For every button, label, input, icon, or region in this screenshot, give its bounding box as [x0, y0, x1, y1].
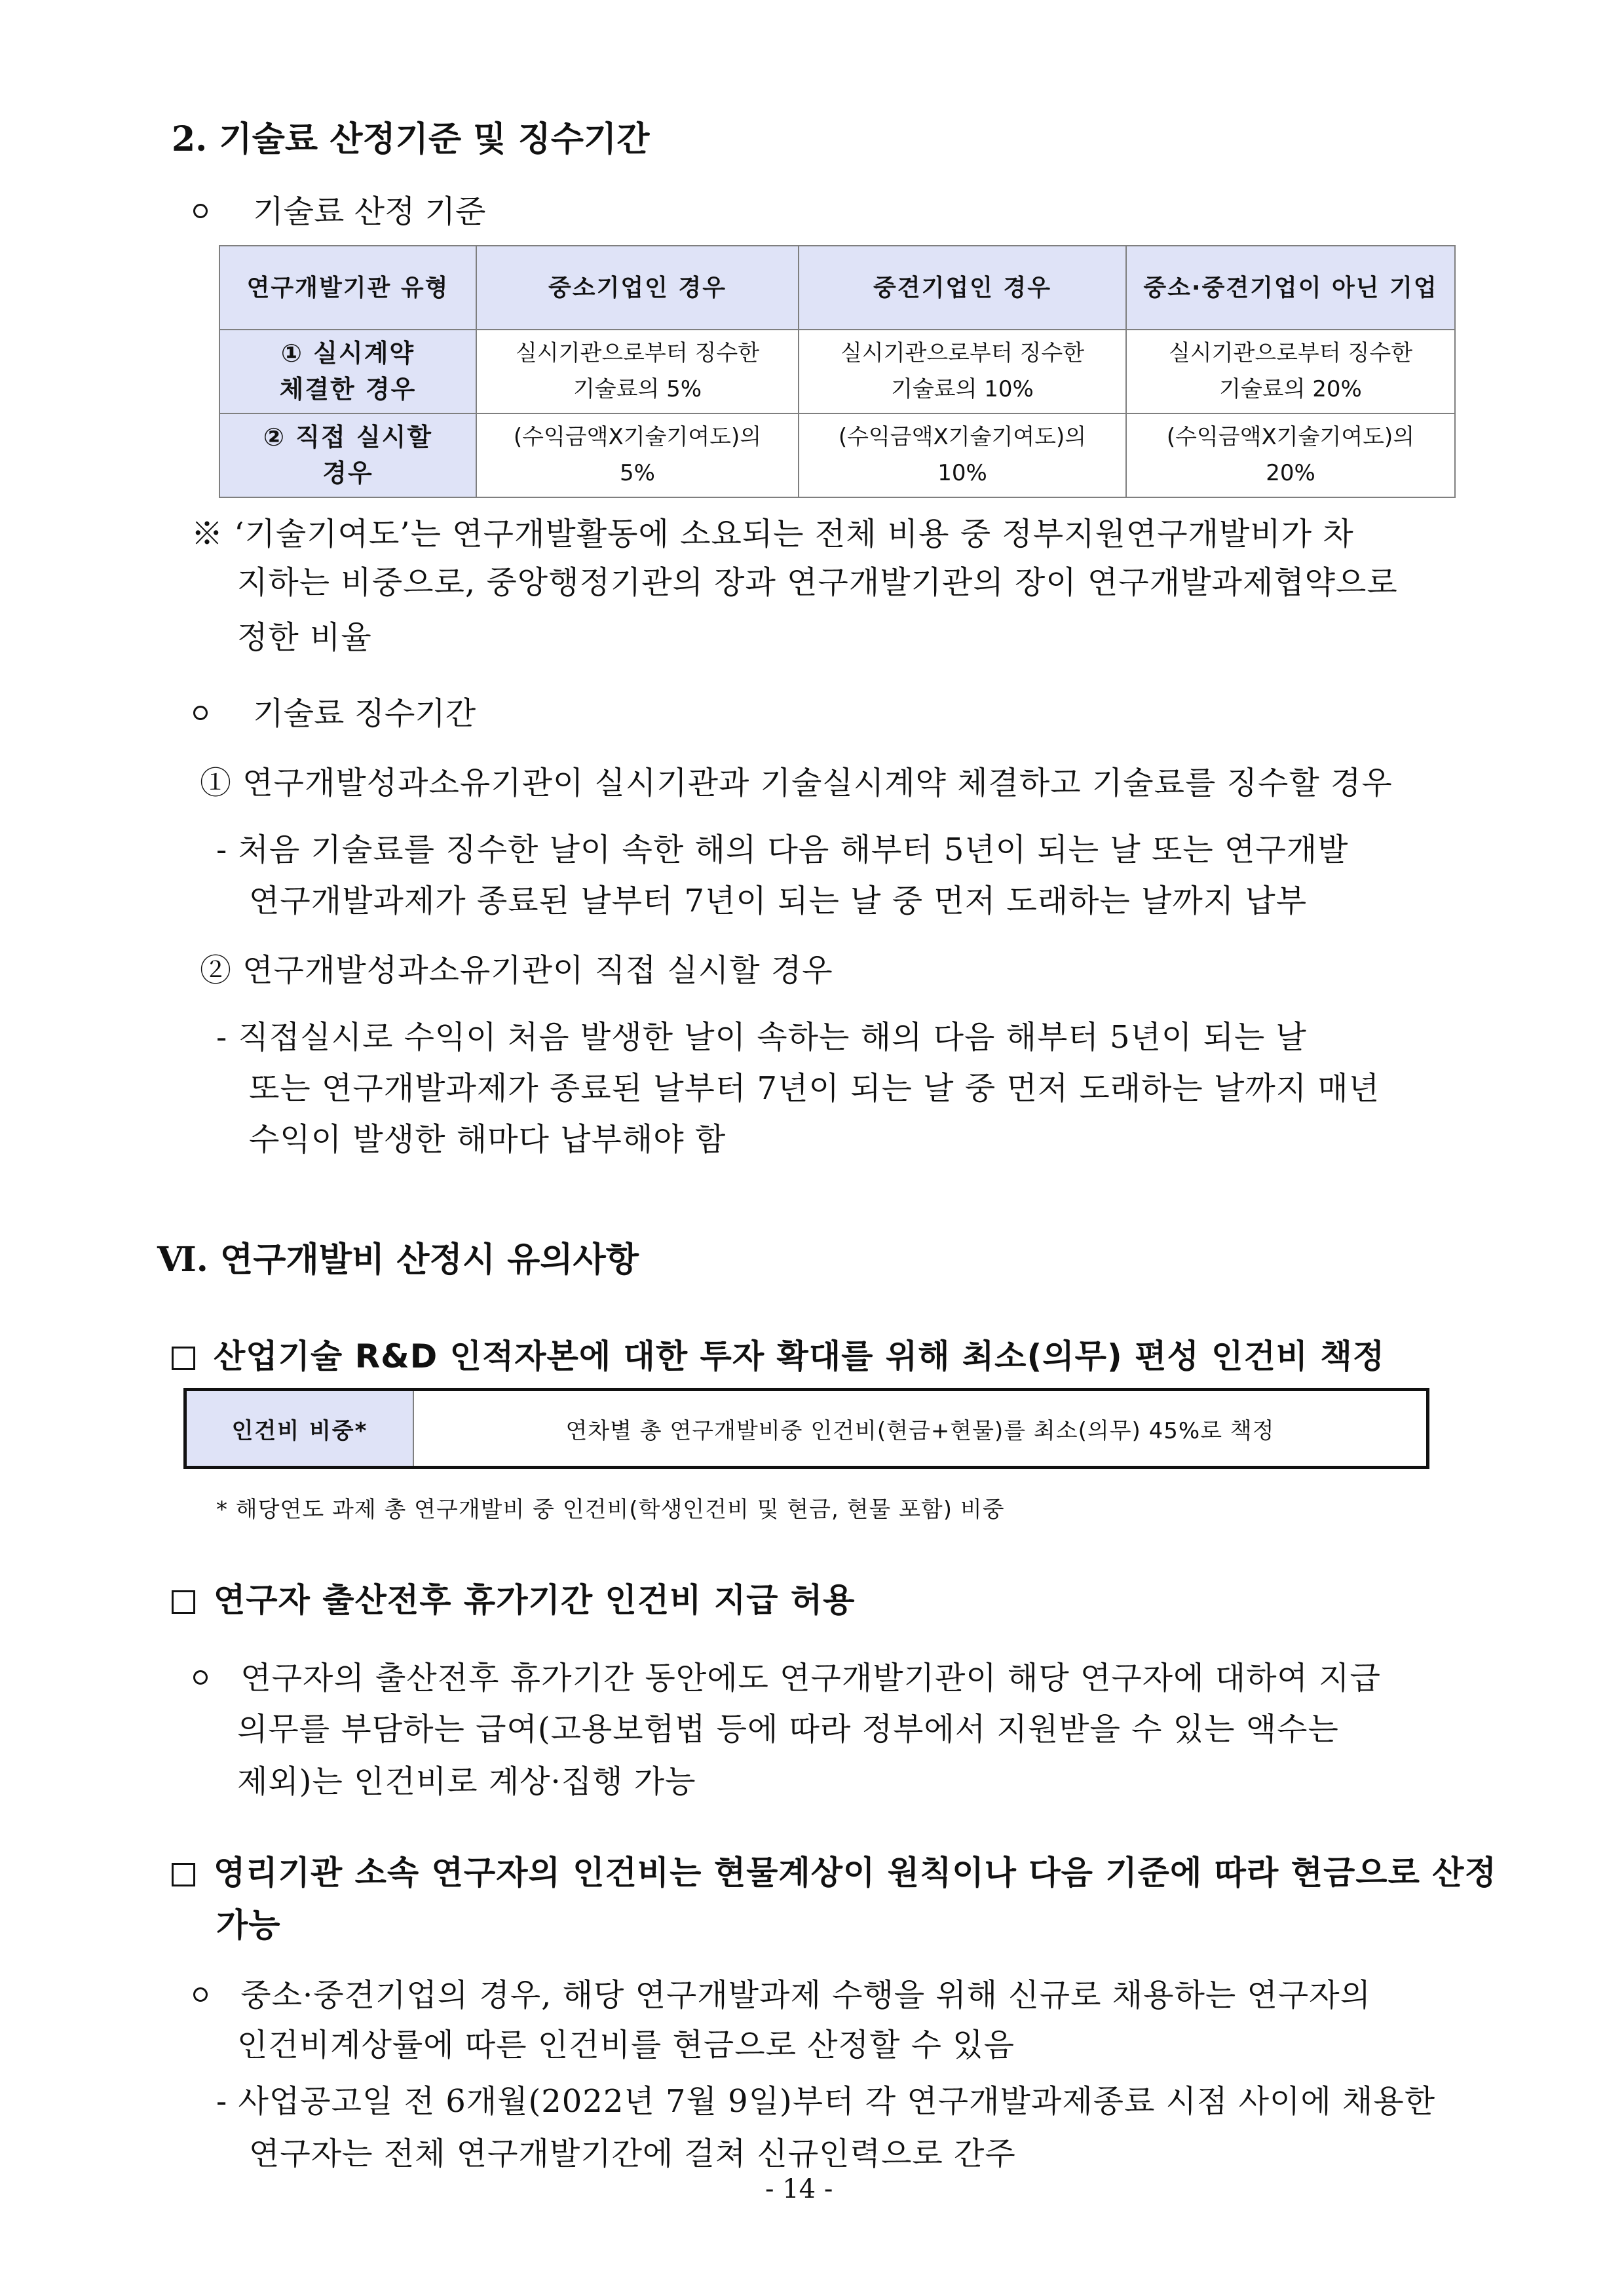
- box2-heading: [172, 1574, 855, 1621]
- table-header-cell: 연구개발기관 유형: [219, 246, 476, 330]
- table-header-cell: 중소기업인 경우: [476, 246, 799, 330]
- checkbox-square-icon: [172, 1590, 195, 1614]
- item2-line: 수익이 발생한 해마다 납부해야 함: [249, 1121, 727, 1158]
- page-number: - 14 -: [765, 2174, 833, 2204]
- item2-line: 또는 연구개발과제가 종료된 날부터 7년이 되는 날 중 먼저 도래하는 날까지 매년: [249, 1070, 1380, 1107]
- table-header-row: [219, 246, 1455, 330]
- table-row: [219, 413, 1455, 497]
- table-cell: 실시기관으로부터 징수한 기술료의 20%: [1126, 330, 1455, 413]
- item2-title: ② 연구개발성과소유기관이 직접 실시할 경우: [200, 952, 833, 989]
- box3-heading: [172, 1846, 1497, 1894]
- box2-line: 제외)는 인건비로 계상·집행 가능: [237, 1763, 696, 1800]
- box2-line: 의무를 부담하는 급여(고용보험법 등에 따라 정부에서 지원받을 수 있는 액수는: [237, 1711, 1339, 1748]
- section-heading: Ⅵ. 연구개발비 산정시 유의사항: [157, 1240, 639, 1280]
- checkbox-square-icon: [172, 1863, 195, 1886]
- box1-heading: [172, 1330, 1385, 1377]
- box3-title: 영리기관 소속 연구자의 인건비는 현물계상이 원칙이나 다음 기준에 따라 현금으로 산정: [214, 1854, 1497, 1892]
- box3-title-cont: 가능: [216, 1906, 281, 1944]
- footnote: * 해당연도 과제 총 연구개발비 중 인건비(학생인건비 및 현금, 현물 포함) 비중: [216, 1497, 1005, 1523]
- box2-title: 연구자 출산전후 휴가기간 인건비 지급 허용: [214, 1581, 856, 1619]
- table-header-cell: 중견기업인 경우: [799, 246, 1126, 330]
- period-subheading: [193, 688, 476, 733]
- circle-bullet-icon: [193, 204, 208, 218]
- table-cell: (수익금액X기술기여도)의 20%: [1126, 413, 1455, 497]
- table-row-label: ② 직접 실시할 경우: [219, 413, 476, 497]
- personnel-ratio-box: [183, 1388, 1429, 1469]
- table-cell: (수익금액X기술기여도)의 5%: [476, 413, 799, 497]
- circle-bullet-icon: [193, 1670, 208, 1685]
- box1-title: 산업기술 R&D 인적자본에 대한 투자 확대를 위해 최소(의무) 편성 인건비 책정: [214, 1337, 1386, 1375]
- table-header-cell: 중소·중견기업이 아닌 기업: [1126, 246, 1455, 330]
- table-cell: 실시기관으로부터 징수한 기술료의 5%: [476, 330, 799, 413]
- royalty-table: [219, 245, 1456, 498]
- section-heading: 2. 기술료 산정기준 및 징수기간: [172, 119, 650, 159]
- personnel-ratio-value: 연차별 총 연구개발비중 인건비(현금+현물)를 최소(의무) 45%로 책정: [565, 1417, 1275, 1444]
- table-cell: 실시기관으로부터 징수한 기술료의 10%: [799, 330, 1126, 413]
- period-title: 기술료 징수기간: [253, 695, 476, 732]
- box3-dash-line: - 사업공고일 전 6개월(2022년 7월 9일)부터 각 연구개발과제종료 시점 사이에 채용한: [216, 2083, 1436, 2120]
- checkbox-square-icon: [172, 1347, 195, 1370]
- box3-line: 중소·중견기업의 경우, 해당 연구개발과제 수행을 위해 신규로 채용하는 연구자의: [193, 1970, 1371, 2015]
- box3-dash-line: 연구자는 전체 연구개발기간에 걸쳐 신규인력으로 간주: [249, 2135, 1016, 2172]
- criteria-subheading: [193, 186, 485, 231]
- box3-line: 인건비계상률에 따른 인건비를 현금으로 산정할 수 있음: [237, 2027, 1015, 2063]
- item2-line: - 직접실시로 수익이 처음 발생한 날이 속하는 해의 다음 해부터 5년이 되는 날: [216, 1019, 1307, 1056]
- note-line: ※ ‘기술기여도’는 연구개발활동에 소요되는 전체 비용 중 정부지원연구개발비가 차: [191, 516, 1354, 552]
- personnel-ratio-label: 인건비 비중*: [187, 1391, 414, 1466]
- note-line: 지하는 비중으로, 중앙행정기관의 장과 연구개발기관의 장이 연구개발과제협약으로: [237, 564, 1398, 601]
- table-row-label: ① 실시계약 체결한 경우: [219, 330, 476, 413]
- item1-line: 연구개발과제가 종료된 날부터 7년이 되는 날 중 먼저 도래하는 날까지 납부: [249, 883, 1308, 919]
- table-row: [219, 330, 1455, 413]
- item1-title: ① 연구개발성과소유기관이 실시기관과 기술실시계약 체결하고 기술료를 징수할 경우: [200, 765, 1393, 801]
- circle-bullet-icon: [193, 706, 208, 720]
- table-cell: (수익금액X기술기여도)의 10%: [799, 413, 1126, 497]
- item1-line: - 처음 기술료를 징수한 날이 속한 해의 다음 해부터 5년이 되는 날 또는 연구개발: [216, 832, 1349, 868]
- box2-line: 연구자의 출산전후 휴가기간 동안에도 연구개발기관이 해당 연구자에 대하여 지급: [193, 1653, 1381, 1698]
- note-line: 정한 비율: [237, 619, 372, 656]
- circle-bullet-icon: [193, 1987, 208, 2002]
- criteria-title: 기술료 산정 기준: [253, 193, 486, 230]
